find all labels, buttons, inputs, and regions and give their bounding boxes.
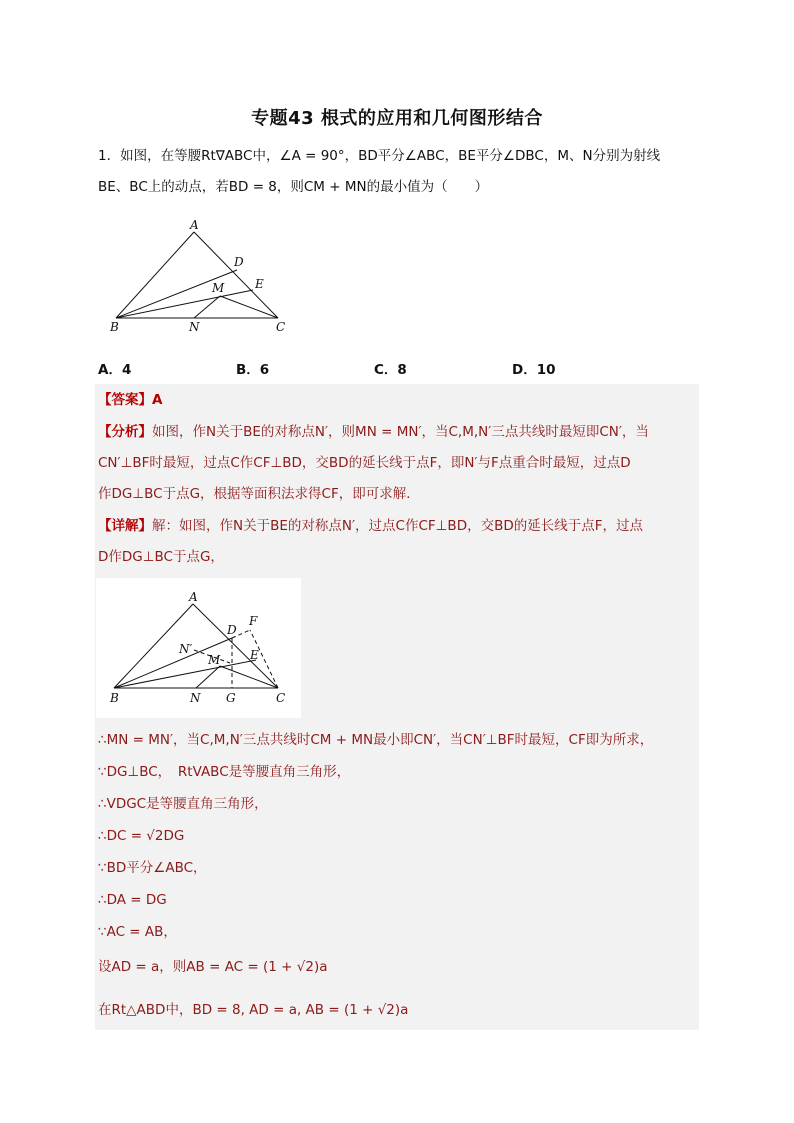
- detail-text-1: 解：如图，作N关于BE的对称点N′，过点C作CF⊥BD，交BD的延长线于点F，过点: [152, 518, 644, 534]
- segment-be: [116, 290, 253, 318]
- segment-mc: [220, 296, 278, 318]
- label-n: N: [190, 691, 201, 705]
- option-a[interactable]: A．4: [98, 362, 132, 378]
- label-a: A: [190, 218, 199, 232]
- detail-line-1: [98, 516, 643, 536]
- answer-line: [98, 390, 162, 410]
- edge-ac: [194, 232, 278, 318]
- analysis-text-1: 如图，作N关于BE的对称点N′，则MN = MN′，当C,M,N′三点共线时最短即CN′，当: [152, 424, 649, 440]
- step-3: ∴VDGC是等腰直角三角形，: [98, 796, 268, 812]
- segment-mc: [220, 666, 278, 688]
- label-d: D: [227, 623, 237, 637]
- option-b[interactable]: B．6: [236, 362, 270, 378]
- analysis-line-1: [98, 422, 649, 442]
- step-8: 设AD = a，则AB = AC = (1 + √2)a: [98, 959, 328, 975]
- analysis-line-3: 作DG⊥BC于点G，根据等面积法求得CF，即可求解．: [98, 486, 420, 502]
- analysis-tag: 【分析】: [98, 424, 152, 440]
- label-e: E: [255, 277, 264, 291]
- label-c: C: [276, 320, 286, 334]
- label-b: B: [110, 320, 119, 334]
- step-1: ∴MN = MN′，当C,M,N′三点共线时CM + MN最小即CN′，当CN′⊥BF时最短，CF即为所求，: [98, 732, 654, 748]
- label-n: N: [189, 320, 200, 334]
- label-m: M: [208, 653, 221, 667]
- step-5: ∵BD平分∠ABC，: [98, 860, 207, 876]
- answer-tag: 【答案】: [98, 392, 152, 408]
- option-d[interactable]: D．10: [512, 362, 556, 378]
- geometry-figure-1: [98, 214, 298, 340]
- detail-tag: 【详解】: [98, 518, 152, 534]
- edge-ac: [193, 604, 278, 688]
- answer-value: A: [152, 392, 163, 408]
- geometry-figure-2-frame: [96, 578, 301, 718]
- option-c[interactable]: C．8: [374, 362, 407, 378]
- step-2: ∵DG⊥BC， RtVABC是等腰直角三角形，: [98, 764, 351, 780]
- label-c: C: [276, 691, 286, 705]
- step-9: 在Rt△ABD中，BD = 8, AD = a, AB = (1 + √2)a: [98, 1002, 409, 1018]
- step-7: ∵AC = AB，: [98, 924, 177, 940]
- label-m: M: [212, 281, 225, 295]
- label-f: F: [249, 614, 258, 628]
- question-line-2: BE、BC上的动点，若BD = 8，则CM + MN的最小值为（ ）: [98, 179, 489, 195]
- label-d: D: [234, 255, 244, 269]
- analysis-line-2: CN′⊥BF时最短，过点C作CF⊥BD，交BD的延长线于点F，即N′与F点重合时最短，过点D: [98, 455, 631, 471]
- segment-be: [114, 660, 256, 688]
- step-6: ∴DA = DG: [98, 892, 167, 908]
- question-line-1: 1．如图，在等腰Rt∇ABC中，∠A = 90°，BD平分∠ABC，BE平分∠DBC，M、N分别为射线: [98, 148, 661, 164]
- label-e: E: [250, 648, 259, 662]
- step-4: ∴DC = √2DG: [98, 828, 185, 844]
- geometry-figure-2: [96, 578, 301, 718]
- edge-ab: [116, 232, 194, 318]
- label-a: A: [189, 590, 198, 604]
- label-b: B: [110, 691, 119, 705]
- label-g: G: [226, 691, 236, 705]
- page-title: 专题43 根式的应用和几何图形结合: [251, 108, 543, 129]
- detail-line-2: D作DG⊥BC于点G，: [98, 549, 224, 565]
- label-n-prime: N′: [179, 642, 193, 656]
